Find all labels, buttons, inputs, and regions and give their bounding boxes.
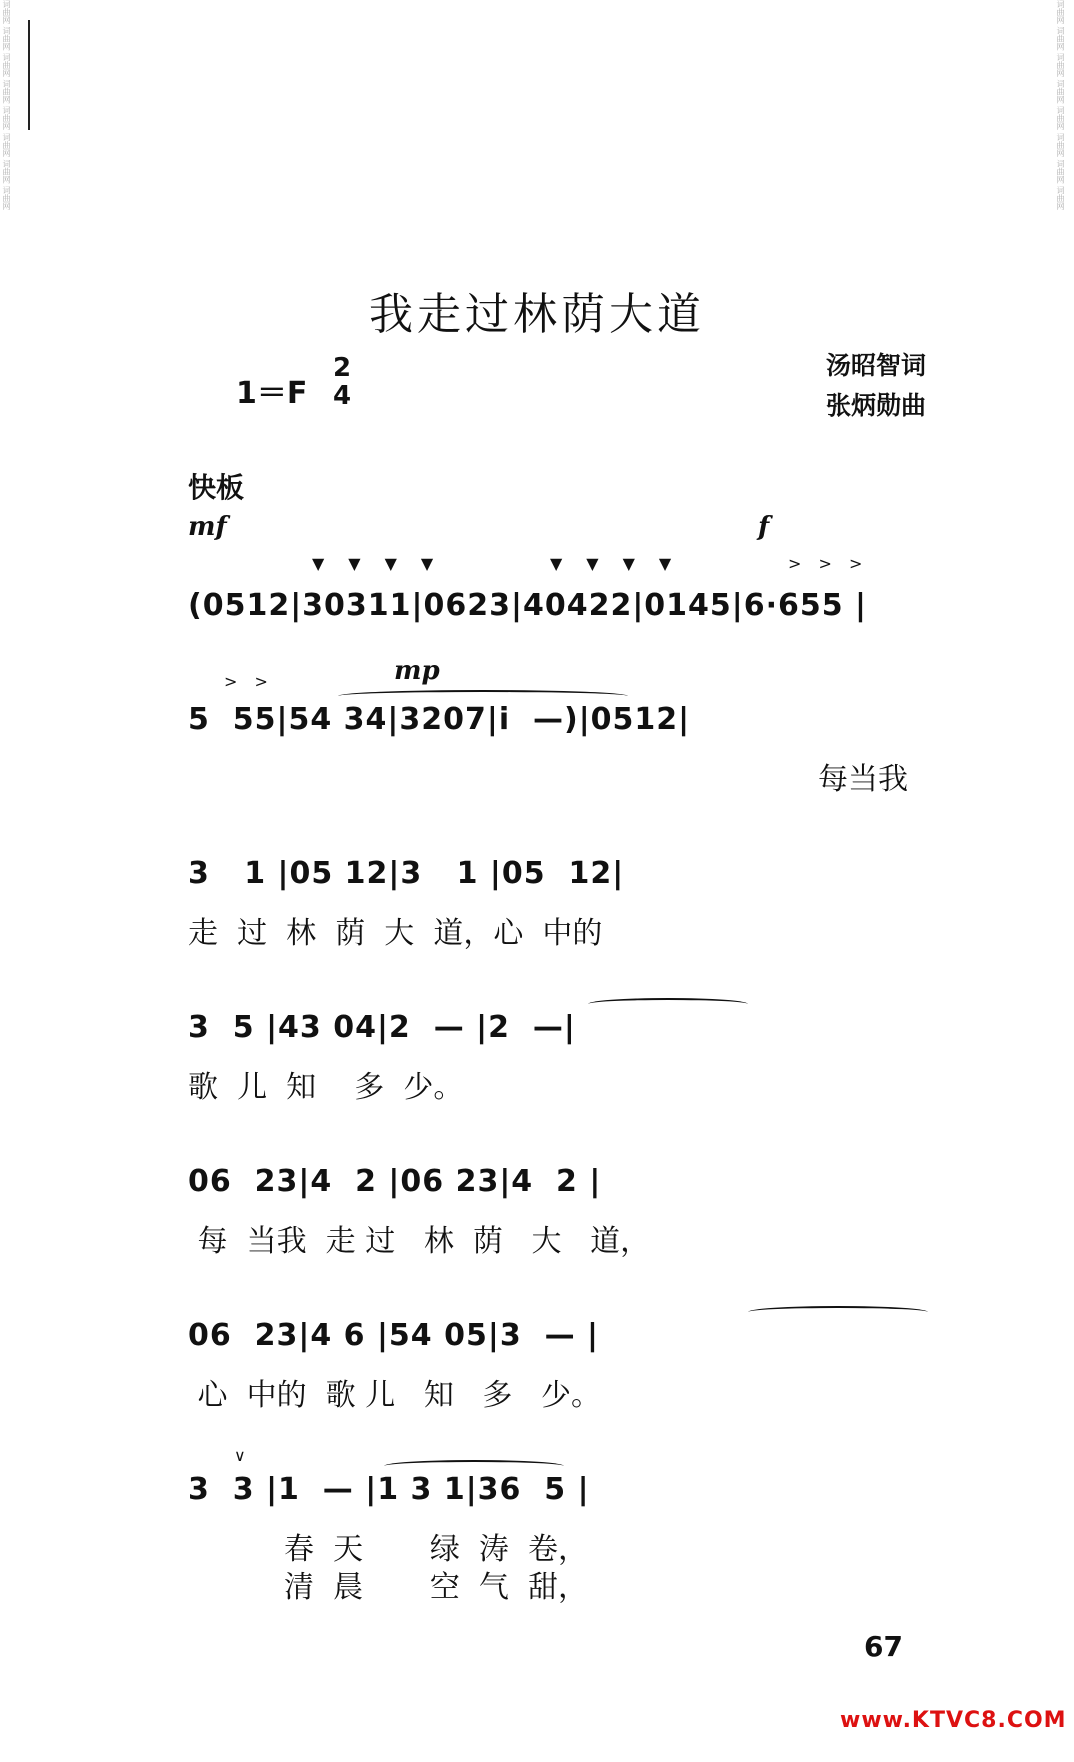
time-signature-top: 2 [333,353,352,383]
phrase-slur [338,690,628,702]
side-text: 词曲网 [2,185,11,210]
side-text: 词曲网 [2,26,11,51]
notes-line-7: 3 3 |1 — |1 3 1|36 5 | [188,1472,590,1507]
dynamic-mf: mf [188,512,227,542]
side-text: 词曲网 [1056,26,1065,51]
notes-line-6: 06 23|4 6 |54 05|3 — | [188,1318,599,1353]
lyrics-line-6: 心 中的 歌 儿 知 多 少。 [188,1378,602,1413]
side-text: 词曲网 [1056,0,1065,24]
breath-mark: ∨ [234,1446,246,1465]
side-text: 词曲网 [2,0,11,24]
time-signature [333,354,351,410]
score-line-7 [188,1446,940,1612]
score-line-2 [188,672,940,802]
left-margin-watermark-strip [2,0,16,1762]
margin-rule [28,20,30,130]
tie-slur [748,1306,928,1318]
side-text: 词曲网 [2,79,11,104]
lyrics-line-4: 歌 儿 知 多 少。 [188,1070,464,1105]
score-line-5 [188,1164,940,1264]
time-signature-bottom: 4 [333,381,352,411]
credits [826,346,926,426]
notes-line-2: 5 55|54 34|3207|i —)|0512| [188,702,691,737]
lyrics-line-7-verse-1: 春 天 绿 涛 卷， [284,1532,588,1567]
score-line-4 [188,1010,940,1110]
site-watermark: www.KTVC8.COM [840,1708,1067,1733]
key-signature: 1＝F [236,376,308,411]
wedge-marks-a: ▼▼▼▼ [312,554,458,573]
side-text: 词曲网 [1056,185,1065,210]
right-margin-watermark-strip [1056,0,1070,1762]
side-text: 词曲网 [1056,159,1065,184]
accent-marks: > > [224,672,274,691]
accent-marks: > > > [788,554,869,573]
side-text: 词曲网 [2,106,11,131]
side-text: 词曲网 [1056,106,1065,131]
page-number: 67 [864,1630,903,1663]
song-title: 我走过林荫大道 [369,289,705,340]
dynamic-mp: mp [394,656,440,686]
side-text: 词曲网 [2,132,11,157]
wedge-marks-b: ▼▼▼▼ [550,554,696,573]
lyrics-line-5: 每 当我 走 过 林 荫 大 道， [188,1224,651,1259]
notes-line-5: 06 23|4 2 |06 23|4 2 | [188,1164,602,1199]
score-line-1 [188,554,940,658]
lyrics-line-3: 走 过 林 荫 大 道，心 中的 [188,916,603,951]
composer: 张炳勋曲 [826,391,927,420]
side-text: 词曲网 [2,159,11,184]
lyrics-line-7-verse-2: 清 晨 空 气 甜， [284,1570,588,1605]
tie-slur [588,998,748,1010]
side-text: 词曲网 [1056,79,1065,104]
notes-line-1: (0512|30311|0623|40422|0145|6·655 | [188,588,868,623]
dynamic-f: f [758,512,770,542]
score-line-3 [188,856,940,956]
side-text: 词曲网 [2,53,11,78]
side-text: 词曲网 [1056,132,1065,157]
notes-line-3: 3 1 |05 12|3 1 |05 12| [188,856,625,891]
tie-slur [384,1460,564,1472]
lyricist: 汤昭智词 [826,351,927,380]
notes-line-4: 3 5 |43 04|2 — |2 —| [188,1010,576,1045]
score-line-6 [188,1318,940,1418]
tempo-marking: 快板 [188,471,245,504]
side-text: 词曲网 [1056,53,1065,78]
lyrics-line-2: 每当我 [818,762,908,797]
